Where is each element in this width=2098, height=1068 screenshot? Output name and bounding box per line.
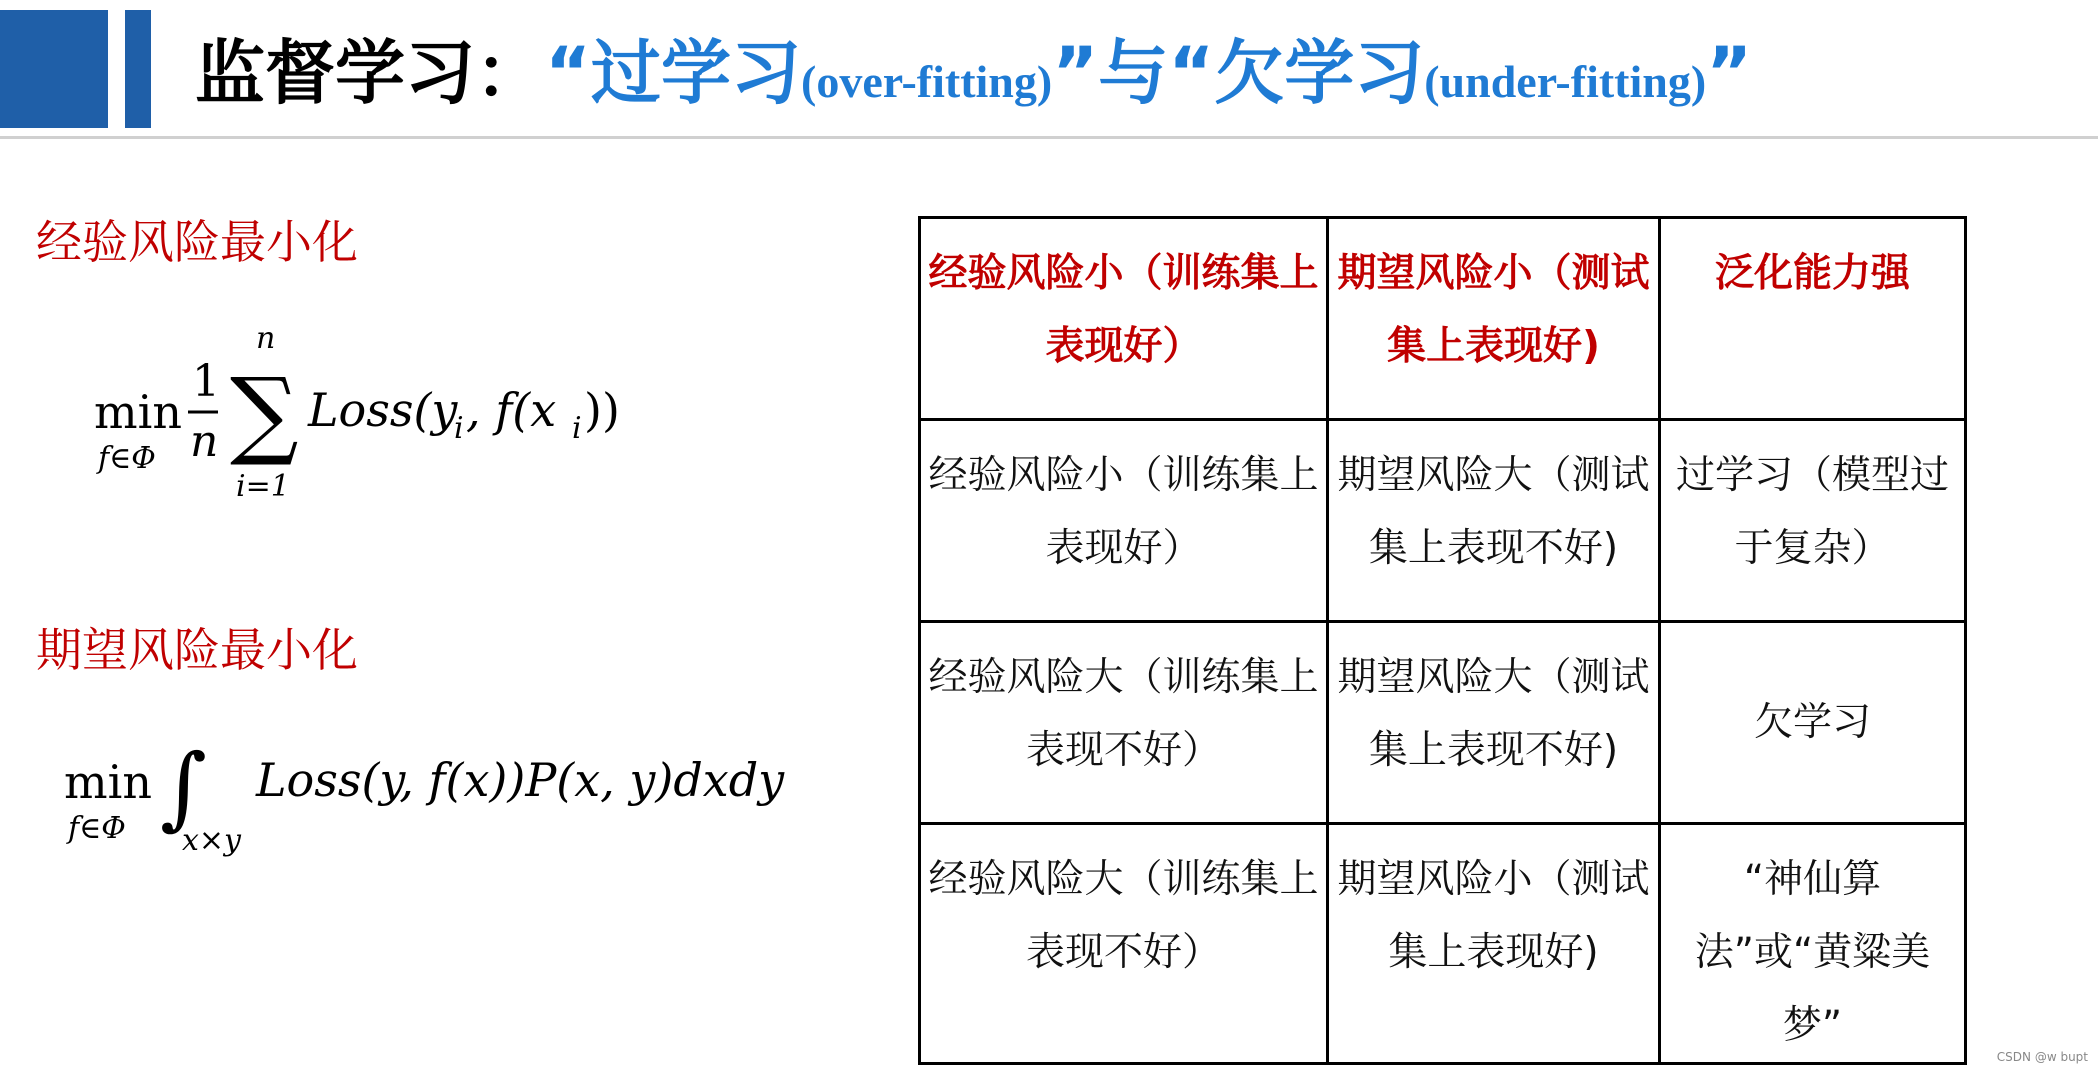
table-cell: 经验风险大（训练集上表现不好）: [920, 622, 1328, 824]
f-of-x: , f(x: [466, 383, 557, 437]
summation-sign: ∑: [230, 357, 299, 469]
title-underfitting-cn: “欠学习: [1168, 32, 1425, 114]
title-overfitting-en: (over-fitting): [801, 56, 1053, 107]
table-row: [920, 622, 1966, 824]
header-empirical-risk-low: 经验风险小（训练集上表现好）: [920, 218, 1328, 420]
table-cell: 期望风险小（测试集上表现好): [1328, 824, 1660, 1064]
empirical-risk-heading: 经验风险最小化: [36, 215, 358, 269]
min-operator: min: [94, 385, 182, 439]
header-bar-small: [125, 10, 151, 128]
min-subscript: f∈Φ: [98, 441, 156, 476]
min-operator: min: [64, 755, 152, 809]
table-cell: 过学习（模型过于复杂）: [1660, 420, 1966, 622]
table-cell: 经验风险大（训练集上表现不好）: [920, 824, 1328, 1064]
title-quote-close-1: ”: [1052, 32, 1099, 114]
closing-parens: )): [584, 383, 620, 437]
watermark: CSDN @w bupt: [1996, 1050, 2088, 1064]
header-expected-risk-low: 期望风险小（测试集上表现好): [1328, 218, 1660, 420]
table-cell: 期望风险大（测试集上表现不好): [1328, 420, 1660, 622]
sum-lower-limit: i=1: [236, 469, 290, 504]
integrand: Loss(y, f(x))P(x, y)dxdy: [256, 753, 785, 807]
table-cell: 欠学习: [1660, 622, 1966, 824]
table-cell: 期望风险大（测试集上表现不好): [1328, 622, 1660, 824]
table-row: [920, 420, 1966, 622]
integral-sign: ∫: [160, 735, 207, 840]
slide-header: [0, 0, 2098, 150]
header-generalization-strong: 泛化能力强: [1660, 218, 1966, 420]
table-cell: “神仙算法”或“黄粱美梦”: [1660, 824, 1966, 1064]
y-subscript: i: [454, 411, 464, 446]
title-prefix: 监督学习：: [195, 32, 545, 114]
expected-risk-heading: 期望风险最小化: [36, 623, 358, 677]
header-divider: [0, 136, 2098, 139]
title-overfitting-cn: “过学习: [545, 32, 802, 114]
x-subscript: i: [572, 411, 582, 446]
risk-comparison-table: [918, 216, 1967, 1065]
title-underfitting-en: (under-fitting): [1424, 56, 1707, 107]
table-row: [920, 824, 1966, 1064]
slide-title: [195, 18, 1752, 128]
integral-domain: x×y: [182, 823, 242, 858]
fraction-numerator: 1: [192, 356, 220, 407]
title-and: 与: [1098, 32, 1169, 114]
empirical-risk-formula: [90, 320, 690, 524]
table-cell: 经验风险小（训练集上表现好）: [920, 420, 1328, 622]
sum-upper-limit: n: [256, 321, 276, 356]
expected-risk-formula: [60, 726, 860, 870]
loss-expression: Loss(y: [308, 383, 458, 437]
table-header-row: [920, 218, 1966, 420]
min-subscript: f∈Φ: [68, 811, 126, 846]
title-quote-close-2: ”: [1706, 32, 1753, 114]
header-bar-large: [0, 10, 108, 128]
fraction-denominator: n: [190, 416, 219, 467]
